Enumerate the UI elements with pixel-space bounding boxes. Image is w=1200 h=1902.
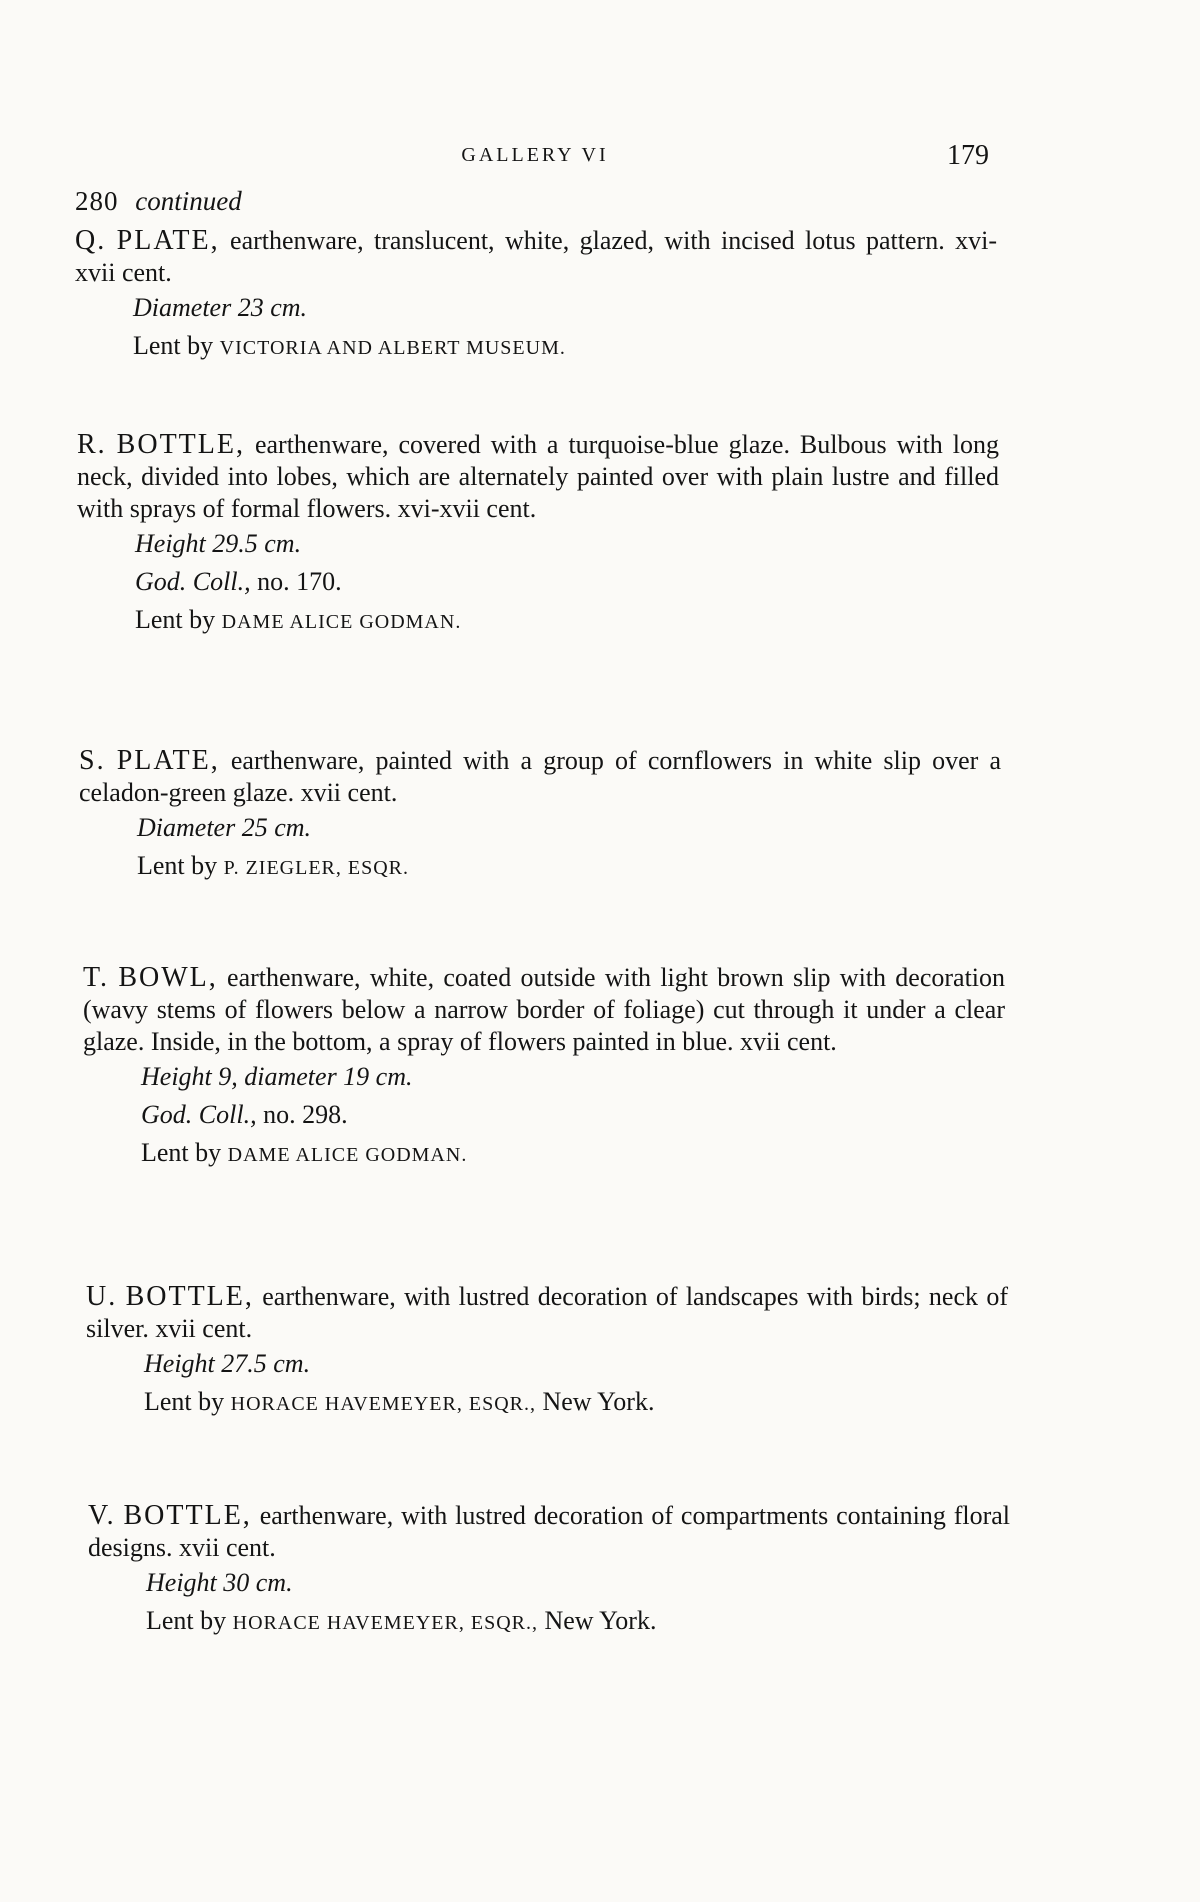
entry-text: earthenware, painted with a group of cornflowers in white slip over a celadon-green glaze. xvii cent.: [79, 746, 1001, 807]
entry-lender: [146, 1602, 1010, 1642]
lender-name: P. ZIEGLER, ESQR.: [223, 857, 409, 879]
entry-text: earthenware, with lustred decoration of compartments containing floral designs. xvii cent.: [88, 1501, 1011, 1562]
detail-label: Height: [135, 529, 206, 558]
detail-label: Diameter: [137, 813, 236, 842]
detail-value: 27.5 cm.: [221, 1349, 311, 1378]
entry-detail: [135, 525, 999, 563]
lender-prefix: Lent by: [146, 1606, 227, 1635]
continued-label: continued: [135, 186, 242, 216]
continued-number: 280: [75, 186, 119, 216]
running-title: GALLERY VI: [461, 144, 609, 166]
lender-name: DAME ALICE GODMAN.: [227, 1144, 468, 1166]
entry-text: earthenware, white, coated outside with light brown slip with decoration (wavy stems of flowers below a narrow border of foliage) cut through it under a clear glaze. Inside, in the bottom, a spray of flowers painted in blue. xvii cent.: [83, 963, 1006, 1056]
lender-prefix: Lent by: [141, 1138, 222, 1167]
collection-label: God. Coll.,: [135, 567, 251, 596]
lender-name: VICTORIA AND ALBERT MUSEUM.: [219, 337, 566, 359]
collection-number: no. 170.: [257, 567, 342, 596]
entry-u: [86, 1281, 1008, 1423]
entry-type: BOWL,: [118, 962, 218, 993]
entry-lender: [144, 1383, 1008, 1423]
detail-label: Diameter: [133, 293, 232, 322]
entry-text: earthenware, translucent, white, glazed, with incised lotus pattern. xvi-xvii cent.: [75, 226, 997, 287]
lender-name: DAME ALICE GODMAN.: [221, 611, 462, 633]
entry-collection: [135, 563, 999, 601]
entry-letter: U.: [86, 1281, 118, 1312]
entry-type: PLATE,: [116, 225, 220, 256]
entry-detail: [144, 1345, 1008, 1383]
entry-letter: R.: [77, 429, 107, 460]
entry-type: PLATE,: [116, 745, 220, 776]
lender-place: New York.: [544, 1606, 657, 1635]
entry-lender: [141, 1134, 1005, 1174]
entry-type: BOTTLE,: [116, 429, 245, 460]
collection-label: God. Coll.,: [141, 1100, 257, 1129]
lender-name: HORACE HAVEMEYER, ESQR.,: [232, 1612, 538, 1634]
lender-prefix: Lent by: [133, 331, 214, 360]
detail-value: 29.5 cm.: [212, 529, 302, 558]
entry-letter: V.: [88, 1500, 116, 1531]
entry-q: [75, 225, 997, 367]
entry-s: [79, 745, 1001, 887]
entry-detail: Height 9, diameter 19 cm.: [141, 1062, 413, 1091]
entry-detail: [137, 809, 1001, 847]
entry-letter: S.: [79, 745, 106, 776]
detail-label: Height: [144, 1349, 215, 1378]
lender-prefix: Lent by: [137, 851, 218, 880]
entry-lender: [133, 327, 997, 367]
entry-t: [83, 962, 1005, 1174]
detail-value: 23 cm.: [237, 293, 308, 322]
lender-prefix: Lent by: [144, 1387, 225, 1416]
entry-lender: [135, 601, 999, 641]
entry-detail: [146, 1564, 1010, 1602]
detail-value: 25 cm.: [241, 813, 312, 842]
entry-type: BOTTLE,: [125, 1281, 254, 1312]
lender-place: New York.: [542, 1387, 655, 1416]
entry-description: [88, 1500, 1010, 1564]
entry-r: [77, 429, 999, 641]
entry-description: [79, 745, 1001, 809]
entry-type: BOTTLE,: [123, 1500, 252, 1531]
entry-text: earthenware, with lustred decoration of landscapes with birds; neck of silver. xvii cent.: [86, 1282, 1008, 1343]
collection-number: no. 298.: [263, 1100, 348, 1129]
detail-label: Height: [146, 1568, 217, 1597]
running-head: [75, 140, 995, 172]
entry-detail: [133, 289, 997, 327]
entry-description: [86, 1281, 1008, 1345]
detail-value: 30 cm.: [223, 1568, 293, 1597]
entry-text: earthenware, covered with a turquoise-blue glaze. Bulbous with long neck, divided into lobes, which are alternately painted over with plain lustre and filled with sprays of formal flowers. xvi-xvii cent.: [77, 430, 1000, 523]
lender-name: HORACE HAVEMEYER, ESQR.,: [230, 1393, 536, 1415]
continued-heading: [75, 186, 242, 217]
entry-v: [88, 1500, 1010, 1642]
entry-description: [83, 962, 1005, 1058]
page-number: 179: [947, 140, 989, 171]
entry-description: [75, 225, 997, 289]
entry-lender: [137, 847, 1001, 887]
entry-letter: T.: [83, 962, 110, 993]
entry-description: [77, 429, 999, 525]
entry-collection: [141, 1096, 1005, 1134]
lender-prefix: Lent by: [135, 605, 216, 634]
entry-letter: Q.: [75, 225, 107, 256]
